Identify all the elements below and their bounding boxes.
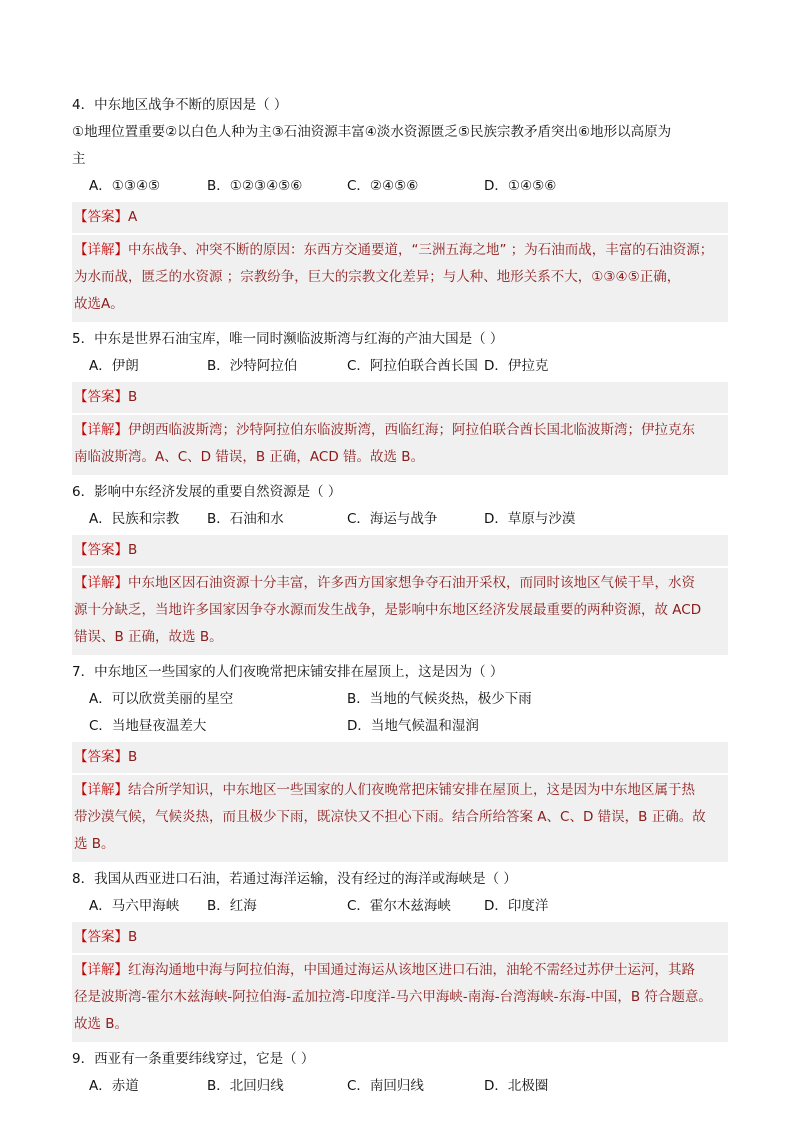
detail-line: 故选A。 <box>74 296 124 312</box>
question-8 <box>72 866 728 1042</box>
detail-line: 径是波斯湾-霍尔木兹海峡-阿拉伯海-孟加拉湾-印度洋-马六甲海峡-南海-台湾海峡-东海-中国，B 符合题意。 <box>74 989 712 1005</box>
answer-tag: 【答案】 <box>74 542 128 558</box>
option-c: C．阿拉伯联合酋长国 <box>347 358 478 374</box>
options-row <box>72 1073 728 1100</box>
detail-tag: 【详解】 <box>74 962 128 978</box>
options-row <box>72 686 728 713</box>
detail-line: 为水而战，匮乏的水资源 ；宗教纷争，巨大的宗教文化差异；与人种、地形关系不大，①③④⑤正确， <box>74 269 681 285</box>
detail-line: 故选 B。 <box>74 1016 129 1032</box>
option-b: B．石油和水 <box>207 511 284 527</box>
options-row <box>72 353 728 380</box>
detail-tag: 【详解】 <box>74 782 128 798</box>
detail-tag: 【详解】 <box>74 242 128 258</box>
option-a: A．赤道 <box>89 1078 139 1094</box>
answer-tag: 【答案】 <box>74 209 128 225</box>
option-d: D．①④⑤⑥ <box>484 178 557 194</box>
detail-tag: 【详解】 <box>74 422 128 438</box>
option-a: A．伊朗 <box>89 358 139 374</box>
options-row <box>72 893 728 920</box>
option-a: A．①③④⑤ <box>89 178 161 194</box>
detail-line: 中东战争、冲突不断的原因：东西方交通要道，“三洲五海之地” ；为石油而战，丰富的石油资源； <box>128 242 714 258</box>
detail-line: 选 B。 <box>74 836 115 852</box>
detail-line: 源十分缺乏，当地许多国家因争夺水源而发生战争，是影响中东地区经济发展最重要的两种资源，故 ACD <box>74 602 702 618</box>
question-4 <box>72 92 728 322</box>
answer-tag: 【答案】 <box>74 749 128 765</box>
answer-value: A <box>128 209 138 225</box>
exam-page <box>72 92 728 1100</box>
option-b: B．沙特阿拉伯 <box>207 358 298 374</box>
answer-box <box>72 382 728 413</box>
detail-line: 错误、B 正确，故选 B。 <box>74 629 223 645</box>
question-stem: ①地理位置重要②以白色人种为主③石油资源丰富④淡水资源匮乏⑤民族宗教矛盾突出⑥地形以高原为 <box>72 124 672 140</box>
option-c: C．②④⑤⑥ <box>347 178 419 194</box>
answer-value: B <box>128 749 138 765</box>
options-row <box>72 173 728 200</box>
answer-box <box>72 922 728 953</box>
question-stem: 7．中东地区一些国家的人们夜晚常把床铺安排在屋顶上，这是因为（ ） <box>72 664 504 680</box>
question-6 <box>72 479 728 655</box>
option-c: C．霍尔木兹海峡 <box>347 898 451 914</box>
answer-box <box>72 202 728 233</box>
question-stem: 5．中东是世界石油宝库，唯一同时濒临波斯湾与红海的产油大国是（ ） <box>72 331 504 347</box>
detail-box <box>72 955 728 1042</box>
option-c: C．南回归线 <box>347 1078 424 1094</box>
detail-box <box>72 415 728 475</box>
detail-box <box>72 235 728 322</box>
option-d: D．伊拉克 <box>484 358 549 374</box>
option-a: A．民族和宗教 <box>89 511 180 527</box>
detail-box <box>72 775 728 862</box>
detail-line: 结合所学知识，中东地区一些国家的人们夜晚常把床铺安排在屋顶上，这是因为中东地区属于热 <box>128 782 695 798</box>
answer-value: B <box>128 929 138 945</box>
options-row <box>72 506 728 533</box>
question-stem: 9．西亚有一条重要纬线穿过，它是（ ） <box>72 1051 315 1067</box>
detail-line: 南临波斯湾。A、C、D 错误，B 正确，ACD 错。故选 B。 <box>74 449 425 465</box>
question-stem: 主 <box>72 151 86 167</box>
answer-value: B <box>128 389 138 405</box>
detail-line: 红海沟通地中海与阿拉伯海，中国通过海运从该地区进口石油，油轮不需经过苏伊士运河，其路 <box>128 962 695 978</box>
options-row <box>72 713 728 740</box>
option-b: B．当地的气候炎热，极少下雨 <box>347 691 532 707</box>
option-b: B．①②③④⑤⑥ <box>207 178 303 194</box>
option-a: A．可以欣赏美丽的星空 <box>89 691 234 707</box>
detail-tag: 【详解】 <box>74 575 128 591</box>
question-7 <box>72 659 728 862</box>
answer-box <box>72 535 728 566</box>
option-c: C．海运与战争 <box>347 511 438 527</box>
option-d: D．北极圈 <box>484 1078 549 1094</box>
option-c: C．当地昼夜温差大 <box>89 718 207 734</box>
question-stem: 4．中东地区战争不断的原因是（ ） <box>72 97 288 113</box>
detail-line: 带沙漠气候，气候炎热，而且极少下雨，既凉快又不担心下雨。结合所给答案 A、C、D 错误，B 正确。故 <box>74 809 706 825</box>
question-stem: 8．我国从西亚进口石油，若通过海洋运输，没有经过的海洋或海峡是（ ） <box>72 871 517 887</box>
option-b: B．红海 <box>207 898 257 914</box>
question-9 <box>72 1046 728 1100</box>
option-a: A．马六甲海峡 <box>89 898 180 914</box>
question-stem: 6．影响中东经济发展的重要自然资源是（ ） <box>72 484 342 500</box>
answer-tag: 【答案】 <box>74 389 128 405</box>
option-d: D．当地气候温和湿润 <box>347 718 479 734</box>
answer-value: B <box>128 542 138 558</box>
option-d: D．印度洋 <box>484 898 549 914</box>
detail-line: 中东地区因石油资源十分丰富，许多西方国家想争夺石油开采权，而同时该地区气候干旱，水资 <box>128 575 695 591</box>
answer-tag: 【答案】 <box>74 929 128 945</box>
option-b: B．北回归线 <box>207 1078 284 1094</box>
option-d: D．草原与沙漠 <box>484 511 576 527</box>
question-5 <box>72 326 728 475</box>
detail-line: 伊朗西临波斯湾；沙特阿拉伯东临波斯湾，西临红海；阿拉伯联合酋长国北临波斯湾；伊拉克东 <box>128 422 695 438</box>
answer-box <box>72 742 728 773</box>
detail-box <box>72 568 728 655</box>
